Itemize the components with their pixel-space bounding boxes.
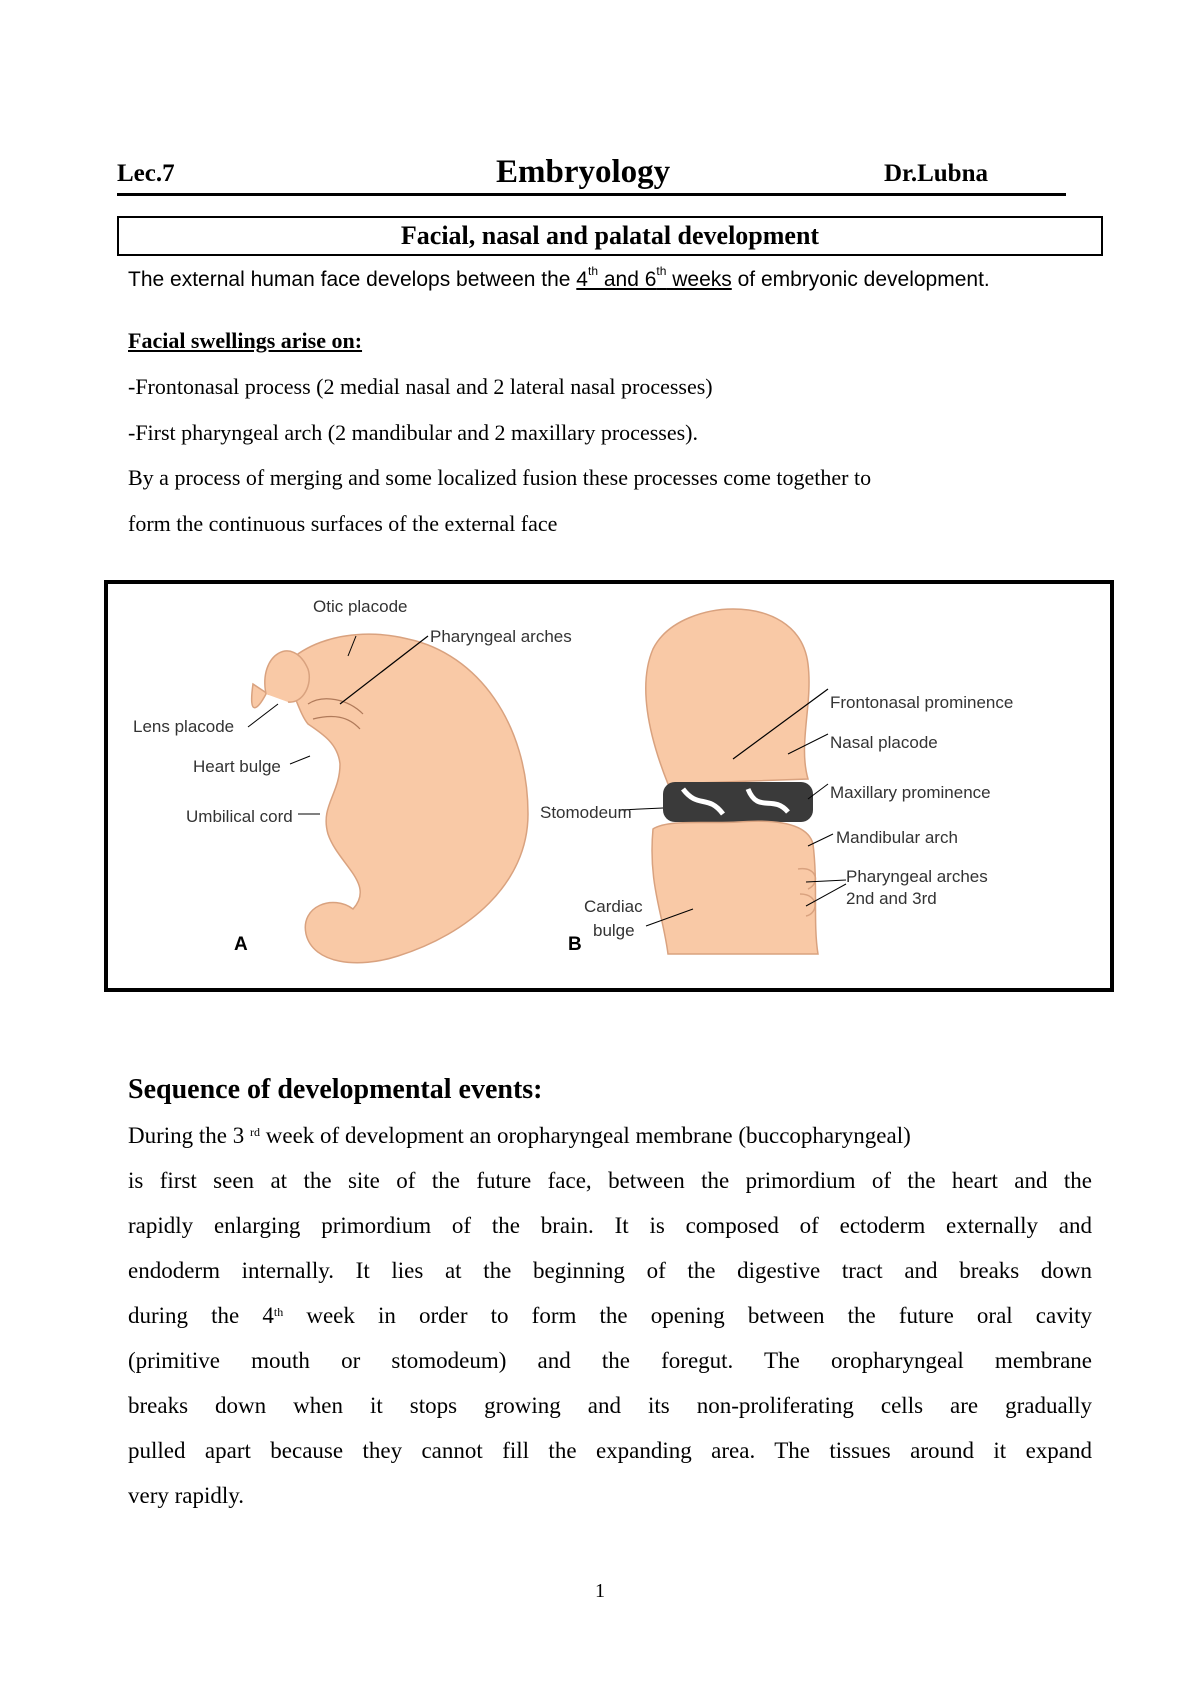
label-pharyngeal-arches-b: Pharyngeal arches <box>846 867 988 886</box>
label-lens-placode: Lens placode <box>133 717 235 736</box>
label-pharyngeal-arches-a: Pharyngeal arches <box>430 627 572 646</box>
label-frontonasal-prominence: Frontonasal prominence <box>830 693 1014 712</box>
label-otic-placode: Otic placode <box>313 597 408 616</box>
sequence-line-9: very rapidly. <box>128 1483 245 1508</box>
sequence-heading: Sequence of developmental events: <box>128 1074 543 1105</box>
subject-title: Embryology <box>496 154 671 190</box>
intro-week-range: 4th and 6th weeks <box>576 264 732 291</box>
panel-label-a: A <box>234 934 248 955</box>
sequence-line-6: (primitive mouth or stomodeum) and the foregut. The oropharyngeal membrane <box>128 1348 1092 1373</box>
swellings-heading: Facial swellings arise on: <box>128 328 363 353</box>
swelling-item-frontonasal: -Frontonasal process (2 medial nasal and 2 lateral nasal processes) <box>128 374 713 399</box>
author-name: Dr.Lubna <box>884 160 988 187</box>
label-heart-bulge: Heart bulge <box>193 757 281 776</box>
head-fold-a <box>265 651 309 702</box>
embryo-illustration <box>108 584 1110 988</box>
document-title: Facial, nasal and palatal development <box>117 216 1103 256</box>
sequence-line-2: is first seen at the site of the future face, between the primordium of the heart and the <box>128 1168 1092 1193</box>
sequence-line-3: rapidly enlarging primordium of the brain. It is composed of ectoderm externally and <box>128 1213 1092 1238</box>
stomodeum-b <box>663 782 813 822</box>
sequence-line-4: endoderm internally. It lies at the beginning of the digestive tract and breaks down <box>128 1258 1092 1283</box>
header-rule <box>117 193 1066 196</box>
label-bulge: bulge <box>593 921 635 940</box>
mandibular-arch-b <box>652 821 818 954</box>
frontonasal-prominence-b <box>646 609 809 784</box>
merging-line-2: form the continuous surfaces of the external face <box>128 511 558 536</box>
label-maxillary-prominence: Maxillary prominence <box>830 783 991 802</box>
intro-text-post: of embryonic development. <box>731 268 990 291</box>
embryo-figure <box>104 580 1114 992</box>
label-nasal-placode: Nasal placode <box>830 733 938 752</box>
label-stomodeum: Stomodeum <box>540 803 632 822</box>
label-umbilical-cord: Umbilical cord <box>186 807 293 826</box>
lecture-number: Lec.7 <box>117 160 175 187</box>
panel-label-b: B <box>568 934 582 955</box>
label-mandibular-arch: Mandibular arch <box>836 828 958 847</box>
sequence-line-5: during the 4th week in order to form the opening between the future oral cavity <box>128 1303 1092 1328</box>
label-pharyngeal-arches-b-2: 2nd and 3rd <box>846 889 937 908</box>
intro-paragraph <box>128 264 990 292</box>
page-number: 1 <box>595 1580 605 1602</box>
label-cardiac: Cardiac <box>584 897 643 916</box>
sequence-line-8: pulled apart because they cannot fill the expanding area. The tissues around it expand <box>128 1438 1092 1463</box>
intro-text-pre: The external human face develops between the <box>128 268 577 291</box>
sequence-line-1: During the 3 $^{rd}$ week of development an oropharyngeal membrane (buccopharyngeal) <box>128 1123 911 1148</box>
swelling-item-pharyngeal: -First pharyngeal arch (2 mandibular and 2 maxillary processes). <box>128 420 698 445</box>
merging-line-1: By a process of merging and some localized fusion these processes come together to <box>128 465 872 490</box>
sequence-line-7: breaks down when it stops growing and its non-proliferating cells are gradually <box>128 1393 1092 1418</box>
